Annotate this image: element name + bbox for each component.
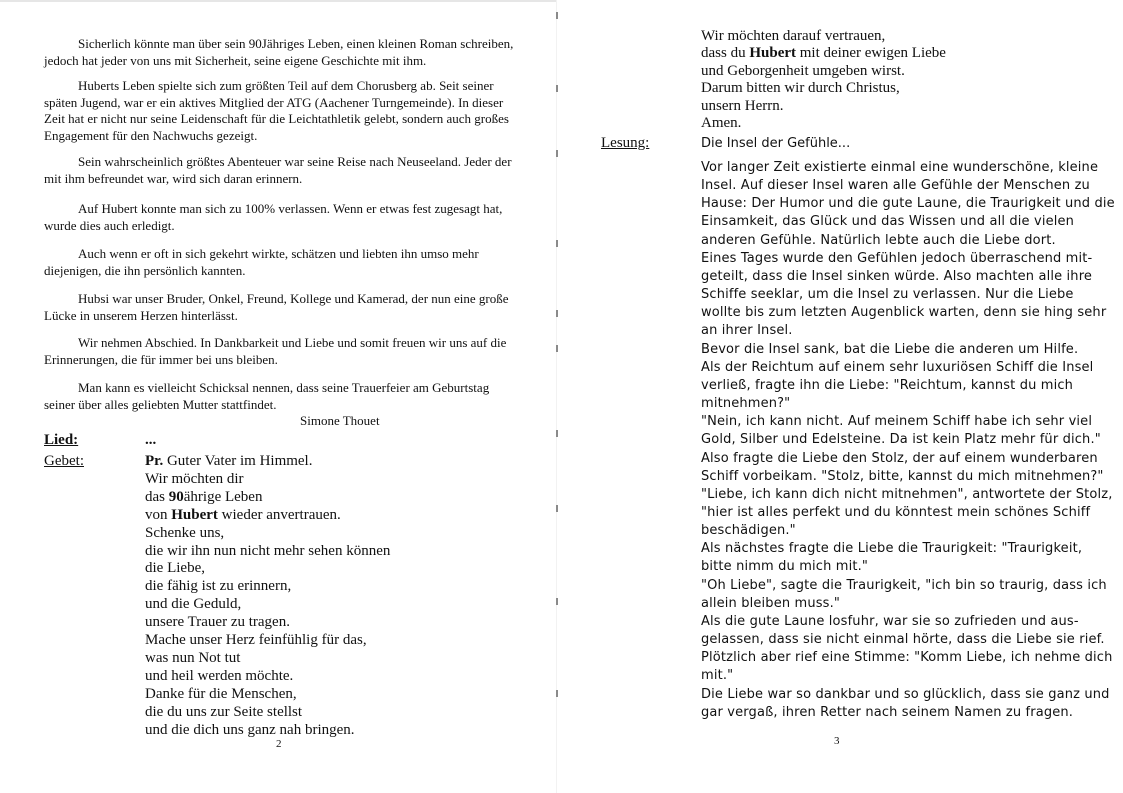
text-line: späten Jugend, war er ein aktives Mitglied der ATG (Aachener Turngemeinde). In dieser	[44, 94, 504, 110]
fold-mark	[556, 240, 558, 247]
text-line: Erinnerungen, die für immer bei uns bleiben.	[44, 351, 278, 367]
paragraph-neuseeland	[44, 154, 514, 187]
left-page	[0, 0, 556, 793]
prayer-line: Wir möchten darauf vertrauen,	[701, 28, 886, 44]
paragraph-abschied	[44, 335, 514, 368]
fold-mark	[556, 310, 558, 317]
prayer-line: Danke für die Menschen,	[145, 685, 297, 702]
fold-mark	[556, 430, 558, 437]
prayer-line: Darum bitten wir durch Christus,	[701, 80, 900, 97]
fold-mark	[556, 345, 558, 352]
prayer-line: was nun Not tut	[145, 649, 241, 666]
text-line: mit ihm befreundet war, wird sich daran erinnern.	[44, 170, 303, 186]
prayer-line: unsere Trauer zu tragen.	[145, 614, 290, 631]
reading-line: an ihrer Insel.	[701, 323, 793, 339]
reading-line: "Liebe, ich kann dich nicht mitnehmen", antwortete der Stolz,	[701, 486, 1113, 502]
emphasis-name: Hubert	[749, 45, 797, 62]
text-line: Engagement für den Nachwuchs gezeigt.	[44, 127, 258, 143]
text-fragment: dass du	[701, 45, 750, 62]
text-fragment: wieder anvertrauen.	[217, 506, 341, 523]
reading-line: Gold, Silber und Edelsteine. Da ist kein Platz mehr für dich."	[701, 432, 1101, 448]
paragraph-chorusberg	[44, 78, 514, 144]
prayer-block	[145, 453, 390, 740]
text-fragment: ährige Leben	[183, 488, 263, 505]
reading-line: wollte bis zum letzten Augenblick warten, denn sie hing sehr	[701, 305, 1107, 321]
prayer-line: und die Geduld,	[145, 596, 242, 613]
fold-mark	[556, 12, 558, 19]
reading-line: beschädigen."	[701, 523, 796, 539]
prayer-line: und die dich uns ganz nah bringen.	[145, 721, 355, 738]
prayer-line: unsern Herrn.	[701, 97, 784, 114]
prayer-line: Amen.	[701, 115, 742, 132]
paragraph-schicksal	[44, 380, 514, 413]
text-fragment: das	[145, 488, 169, 505]
reading-line: geteilt, dass die Insel sinken würde. Also machten alle ihre	[701, 268, 1093, 284]
reading-line: Als die gute Laune losfuhr, war sie so zufrieden und aus-	[701, 613, 1079, 629]
emphasis-name: Hubert	[171, 506, 218, 523]
text-line: Vor langer Zeit existierte einmal eine wunderschöne, kleine	[701, 160, 1099, 175]
text-fragment: mit deiner ewigen Liebe	[796, 45, 946, 62]
reading-line: allein bleiben muss."	[701, 595, 840, 611]
text-line: Man kann es vielleicht Schicksal nennen, dass seine Trauerfeier am Geburtstag	[78, 380, 490, 395]
reading-line: Bevor die Insel sank, bat die Liebe die anderen um Hilfe.	[701, 341, 1079, 357]
text-line: Wir nehmen Abschied. In Dankbarkeit und Liebe und somit freuen wir uns auf die	[78, 335, 507, 350]
reading-line: Als nächstes fragte die Liebe die Traurigkeit: "Traurigkeit,	[701, 541, 1083, 557]
text-line: Sicherlich könnte man über sein 90Jähriges Leben, einen kleinen Roman schreiben,	[78, 36, 514, 51]
page-number: 2	[276, 738, 282, 750]
fold-mark	[556, 598, 558, 605]
text-line: diejenigen, die ihn persönlich kannten.	[44, 262, 246, 278]
text-line: Auch wenn er oft in sich gekehrt wirkte, schätzen und liebten ihn umso mehr	[78, 246, 479, 261]
reading-line: "hier ist alles perfekt und du könntest mein schönes Schiff	[701, 504, 1091, 520]
reading-line: Als der Reichtum auf einem sehr luxuriösen Schiff die Insel	[701, 359, 1094, 375]
lesung-label: Lesung:	[601, 135, 650, 151]
prayer-line: und heil werden möchte.	[145, 667, 294, 684]
reading-line: Hause: Der Humor und die gute Laune, die Traurigkeit und die	[701, 196, 1115, 212]
prayer-speaker: Pr.	[145, 453, 164, 469]
paragraph-gekehrt	[44, 246, 514, 279]
prayer-line: die Liebe,	[145, 560, 205, 577]
reading-line: bitte nimm du mich mit."	[701, 559, 869, 575]
reading-line: "Nein, ich kann nicht. Auf meinem Schiff habe ich sehr viel	[701, 414, 1093, 430]
text-line: jedoch hat jeder von uns mit Sicherheit, seine eigene Geschichte mit ihm.	[44, 52, 427, 68]
emphasis-number: 90	[168, 488, 184, 505]
text-fragment: von	[145, 506, 172, 523]
fold-mark	[556, 505, 558, 512]
gebet-label: Gebet:	[44, 453, 84, 469]
prayer-line: die fähig ist zu erinnern,	[145, 578, 292, 595]
text-line: Zeit hat er nicht nur seine Leidenschaft für die Leichtathletik gelebt, sondern auch großes	[44, 111, 509, 126]
prayer-first-line	[145, 453, 390, 471]
prayer-line	[145, 489, 390, 507]
lied-text: ...	[145, 432, 157, 448]
text-line: Sein wahrscheinlich größtes Abenteuer war seine Reise nach Neuseeland. Jeder der	[78, 154, 512, 169]
page-number: 3	[834, 735, 840, 747]
reading-title: Die Insel der Gefühle...	[701, 136, 851, 151]
reading-line: gelassen, dass sie nicht einmal hörte, dass die Liebe sie rief.	[701, 632, 1105, 648]
prayer-continuation	[701, 28, 946, 132]
reading-line: Insel. Auf dieser Insel waren alle Gefühle der Menschen zu	[701, 178, 1090, 194]
page-fold	[556, 0, 557, 793]
reading-line	[701, 159, 1099, 177]
reading-line: mitnehmen?"	[701, 396, 791, 412]
reading-line: Plötzlich aber rief eine Stimme: "Komm Liebe, ich nehme dich	[701, 650, 1113, 666]
text-line: Huberts Leben spielte sich zum größten Teil auf dem Chorusberg ab. Seit seiner	[78, 78, 494, 93]
reading-line: gar vergaß, ihren Retter nach seinem Namen zu fragen.	[701, 704, 1074, 720]
prayer-line	[145, 507, 390, 525]
reading-line: "Oh Liebe", sagte die Traurigkeit, "ich bin so traurig, dass ich	[701, 577, 1107, 593]
reading-line: verließ, fragte ihn die Liebe: "Reichtum, kannst du mich	[701, 377, 1074, 393]
prayer-line: Schenke uns,	[145, 524, 225, 541]
text-line: Hubsi war unser Bruder, Onkel, Freund, Kollege und Kamerad, der nun eine große	[78, 291, 509, 306]
reading-line: Einsamkeit, das Glück und das Wissen und all die vielen	[701, 214, 1075, 230]
reading-line: Also fragte die Liebe den Stolz, der auf einem wunderbaren	[701, 450, 1098, 466]
fold-mark	[556, 690, 558, 697]
text-line: seiner über alles geliebten Mutter stattfindet.	[44, 396, 277, 412]
text-line: wurde dies auch erledigt.	[44, 217, 175, 233]
fold-mark	[556, 85, 558, 92]
prayer-line: die du uns zur Seite stellst	[145, 703, 303, 720]
reading-text	[701, 159, 1115, 722]
signature: Simone Thouet	[300, 413, 380, 428]
prayer-line: und Geborgenheit umgeben wirst.	[701, 62, 905, 79]
reading-line: Die Liebe war so dankbar und so glücklich, dass sie ganz und	[701, 686, 1110, 702]
prayer-line: die wir ihn nun nicht mehr sehen können	[145, 542, 391, 559]
text-line: Auf Hubert konnte man sich zu 100% verlassen. Wenn er etwas fest zugesagt hat,	[78, 201, 503, 216]
prayer-line: Wir möchten dir	[145, 470, 244, 487]
reading-line: anderen Gefühle. Natürlich lebte auch die Liebe dort.	[701, 232, 1056, 248]
paragraph-verlassen	[44, 201, 514, 234]
lied-label: Lied:	[44, 432, 79, 448]
prayer-line	[701, 45, 946, 62]
text-line: Lücke in unserem Herzen hinterlässt.	[44, 307, 238, 323]
paragraph-hubsi	[44, 291, 514, 324]
reading-line: Eines Tages wurde den Gefühlen jedoch überraschend mit-	[701, 250, 1093, 266]
reading-line: Schiffe seeklar, um die Insel zu verlassen. Nur die Liebe	[701, 287, 1074, 303]
prayer-line: Mache unser Herz feinfühlig für das,	[145, 632, 367, 649]
text-line: Guter Vater im Himmel.	[163, 453, 313, 469]
paragraph-roman	[44, 36, 514, 69]
reading-line: Schiff vorbeikam. "Stolz, bitte, kannst du mich mitnehmen?"	[701, 468, 1104, 484]
reading-line: mit."	[701, 668, 734, 684]
fold-mark	[556, 150, 558, 157]
